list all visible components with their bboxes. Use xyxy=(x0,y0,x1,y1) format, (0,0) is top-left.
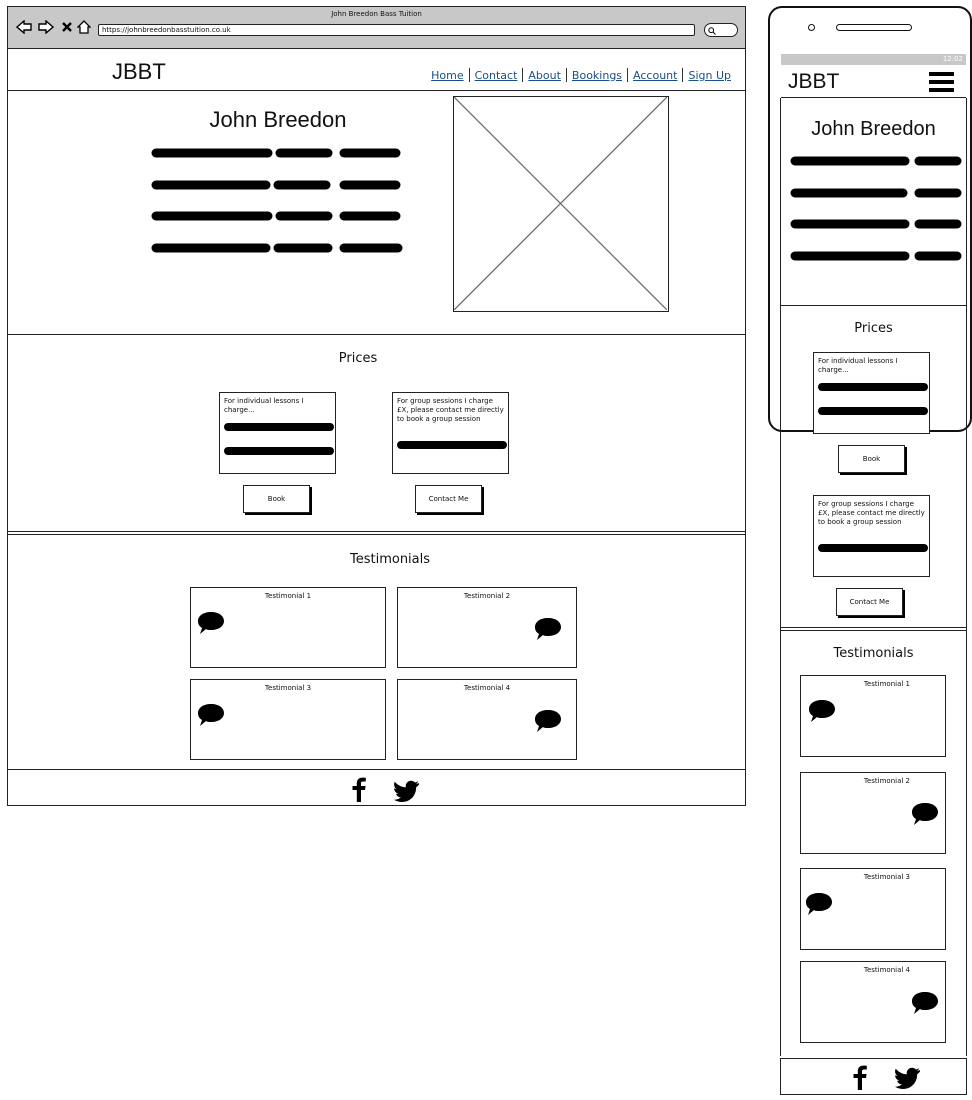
testimonial-title: Testimonial 2 xyxy=(463,592,511,600)
price-card-text: For group sessions I charge £X, please contact me directly to book a group session xyxy=(818,500,925,526)
mobile-footer xyxy=(780,1058,967,1095)
search-icon xyxy=(708,27,716,35)
hamburger-menu-icon[interactable] xyxy=(929,71,954,93)
price-card-individual xyxy=(219,392,336,474)
testimonial-card xyxy=(397,679,577,760)
status-time: 12:02 xyxy=(942,55,963,63)
nav-home[interactable]: Home xyxy=(431,69,464,82)
close-x-icon[interactable] xyxy=(61,21,73,33)
mobile-testimonials-section xyxy=(781,630,966,1054)
nav-contact[interactable]: Contact xyxy=(474,69,518,82)
mobile-book-button[interactable]: Book xyxy=(838,445,905,473)
price-card-scribble xyxy=(224,419,334,459)
mobile-hero-section xyxy=(781,98,966,306)
mobile-hero-name: John Breedon xyxy=(811,118,936,140)
forward-arrow-icon[interactable] xyxy=(38,20,54,34)
mobile-testimonial-card xyxy=(800,961,946,1043)
mobile-hero-scribble xyxy=(787,158,967,268)
price-card-scribble xyxy=(397,435,507,455)
price-card-text: For group sessions I charge £X, please contact me directly to book a group session xyxy=(397,397,504,423)
speech-bubble-icon xyxy=(910,801,940,827)
testimonial-title: Testimonial 1 xyxy=(863,680,910,688)
price-card-group xyxy=(392,392,509,474)
mobile-prices-section xyxy=(781,306,966,628)
contact-me-button[interactable]: Contact Me xyxy=(415,485,482,513)
speech-bubble-icon xyxy=(196,702,226,728)
nav-sign-up[interactable]: Sign Up xyxy=(688,69,731,82)
mobile-header xyxy=(781,65,966,98)
mobile-testimonial-card xyxy=(800,675,946,757)
testimonial-card xyxy=(190,587,386,668)
testimonials-section xyxy=(8,534,745,770)
testimonial-card xyxy=(190,679,386,760)
price-card-scribble xyxy=(818,379,928,419)
nav-account[interactable]: Account xyxy=(633,69,678,82)
mobile-price-card-group xyxy=(813,495,930,577)
site-footer xyxy=(8,772,745,805)
site-header xyxy=(8,49,745,91)
mobile-price-card-individual xyxy=(813,352,930,434)
hero-text-scribble xyxy=(148,143,408,263)
price-card-scribble xyxy=(818,538,928,558)
testimonial-title: Testimonial 1 xyxy=(264,592,312,600)
hero-section xyxy=(8,91,745,335)
hero-image-placeholder xyxy=(453,96,669,312)
price-card-text: For individual lessons I charge... xyxy=(818,357,898,374)
testimonials-heading: Testimonials xyxy=(349,552,431,567)
mobile-logo[interactable]: JBBT xyxy=(788,70,840,93)
phone-speaker xyxy=(836,24,912,31)
mobile-contact-me-button[interactable]: Contact Me xyxy=(836,588,903,616)
book-button[interactable]: Book xyxy=(243,485,310,513)
back-arrow-icon[interactable] xyxy=(16,20,32,34)
site-logo[interactable]: JBBT xyxy=(112,59,166,84)
nav-about[interactable]: About xyxy=(528,69,561,82)
speech-bubble-icon xyxy=(196,610,226,636)
phone-camera xyxy=(808,24,815,31)
main-nav xyxy=(431,64,731,83)
twitter-icon[interactable] xyxy=(895,1067,921,1089)
mobile-testimonial-card xyxy=(800,772,946,854)
mobile-testimonial-card xyxy=(800,868,946,950)
prices-heading: Prices xyxy=(338,351,378,366)
facebook-icon[interactable] xyxy=(351,776,367,802)
search-pill[interactable] xyxy=(704,23,738,37)
testimonial-title: Testimonial 4 xyxy=(863,966,910,974)
testimonial-title: Testimonial 4 xyxy=(463,684,511,692)
speech-bubble-icon xyxy=(807,698,837,724)
home-icon[interactable] xyxy=(77,20,91,34)
testimonial-card xyxy=(397,587,577,668)
hero-name: John Breedon xyxy=(209,107,347,132)
mobile-testimonials-heading: Testimonials xyxy=(833,646,914,661)
prices-section xyxy=(8,335,745,532)
window-title: John Breedon Bass Tuition xyxy=(331,10,422,18)
nav-bookings[interactable]: Bookings xyxy=(571,69,623,82)
testimonial-title: Testimonial 3 xyxy=(863,873,910,881)
testimonial-title: Testimonial 2 xyxy=(863,777,910,785)
twitter-icon[interactable] xyxy=(394,780,420,802)
price-card-text: For individual lessons I charge... xyxy=(224,397,304,414)
speech-bubble-icon xyxy=(910,990,940,1016)
facebook-icon[interactable] xyxy=(852,1064,868,1090)
mobile-prices-heading: Prices xyxy=(854,321,893,336)
browser-window xyxy=(7,6,746,806)
speech-bubble-icon xyxy=(804,891,834,917)
mobile-status-bar xyxy=(781,54,966,65)
url-text: https://johnbreedonbasstuition.co.uk xyxy=(102,26,231,34)
address-bar[interactable] xyxy=(98,24,695,36)
testimonial-title: Testimonial 3 xyxy=(264,684,312,692)
speech-bubble-icon xyxy=(533,708,563,734)
speech-bubble-icon xyxy=(533,616,563,642)
browser-toolbar xyxy=(8,7,745,49)
image-placeholder-icon xyxy=(454,97,667,310)
